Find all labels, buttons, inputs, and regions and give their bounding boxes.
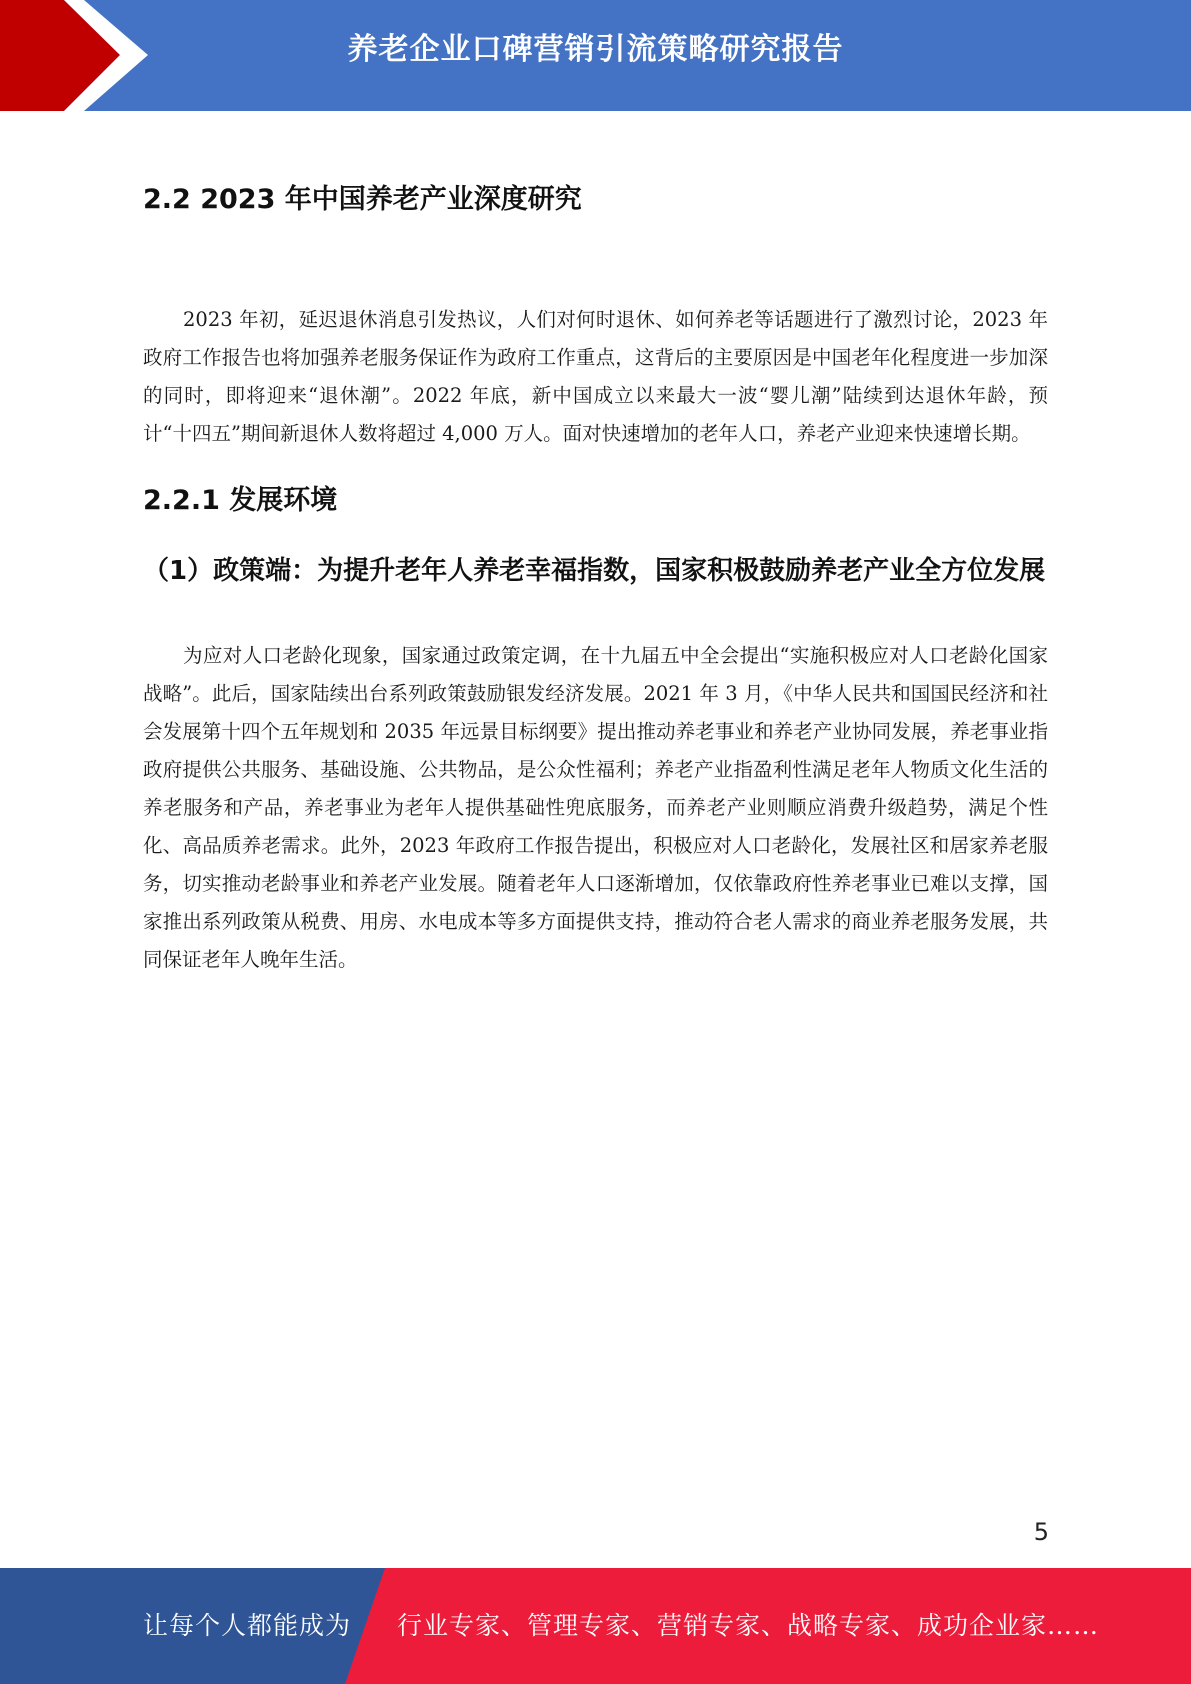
section-heading: 2.2 2023 年中国养老产业深度研究 — [143, 184, 582, 215]
subsection-heading: 2.2.1 发展环境 — [143, 485, 338, 516]
intro-paragraph: 2023 年初，延迟退休消息引发热议，人们对何时退休、如何养老等话题进行了激烈讨论，2023 年政府工作报告也将加强养老服务保证作为政府工作重点，这背后的主要原因是中国老年化程度进一步加深的同时，即将迎来“退休潮”。2022 年底，新中国成立以来最大一波“婴儿潮”陆续到达退休年龄，预计“十四五”期间新退休人数将超过 4,000 万人。面对快速增加的老年人口，养老产业迎来快速增长期。 — [143, 308, 1048, 445]
policy-heading: （1）政策端：为提升老年人养老幸福指数，国家积极鼓励养老产业全方位发展 — [143, 556, 1046, 586]
page-footer — [0, 1568, 1191, 1684]
page-header — [0, 0, 1191, 111]
report-title: 养老企业口碑营销引流策略研究报告 — [347, 32, 844, 67]
page-content — [143, 180, 1048, 979]
policy-paragraph: 为应对人口老龄化现象，国家通过政策定调，在十九届五中全会提出“实施积极应对人口老龄化国家战略”。此后，国家陆续出台系列政策鼓励银发经济发展。2021 年 3 月，《中华人民共和国国民经济和社会发展第十四个五年规划和 2035 年远景目标纲要》提出推动养老事业和养老产业协同发展，养老事业指政府提供公共服务、基础设施、公共物品，是公众性福利；养老产业指盈利性满足老年人物质文化生活的养老服务和产品，养老事业为老年人提供基础性兜底服务，而养老产业则顺应消费升级趋势，满足个性化、高品质养老需求。此外，2023 年政府工作报告提出，积极应对人口老龄化，发展社区和居家养老服务，切实推动老龄事业和养老产业发展。随着老年人口逐渐增加，仅依靠政府性养老事业已难以支撑，国家推出系列政策从税费、用房、水电成本等多方面提供支持，推动符合老人需求的商业养老服务发展，共同保证老年人晚年生活。 — [143, 644, 1048, 971]
footer-slogan-left: 让每个人都能成为 — [143, 1611, 352, 1640]
footer-slogan-right: 行业专家、管理专家、营销专家、战略专家、成功企业家…… — [397, 1611, 1100, 1640]
page-number: 5 — [1033, 1518, 1049, 1546]
